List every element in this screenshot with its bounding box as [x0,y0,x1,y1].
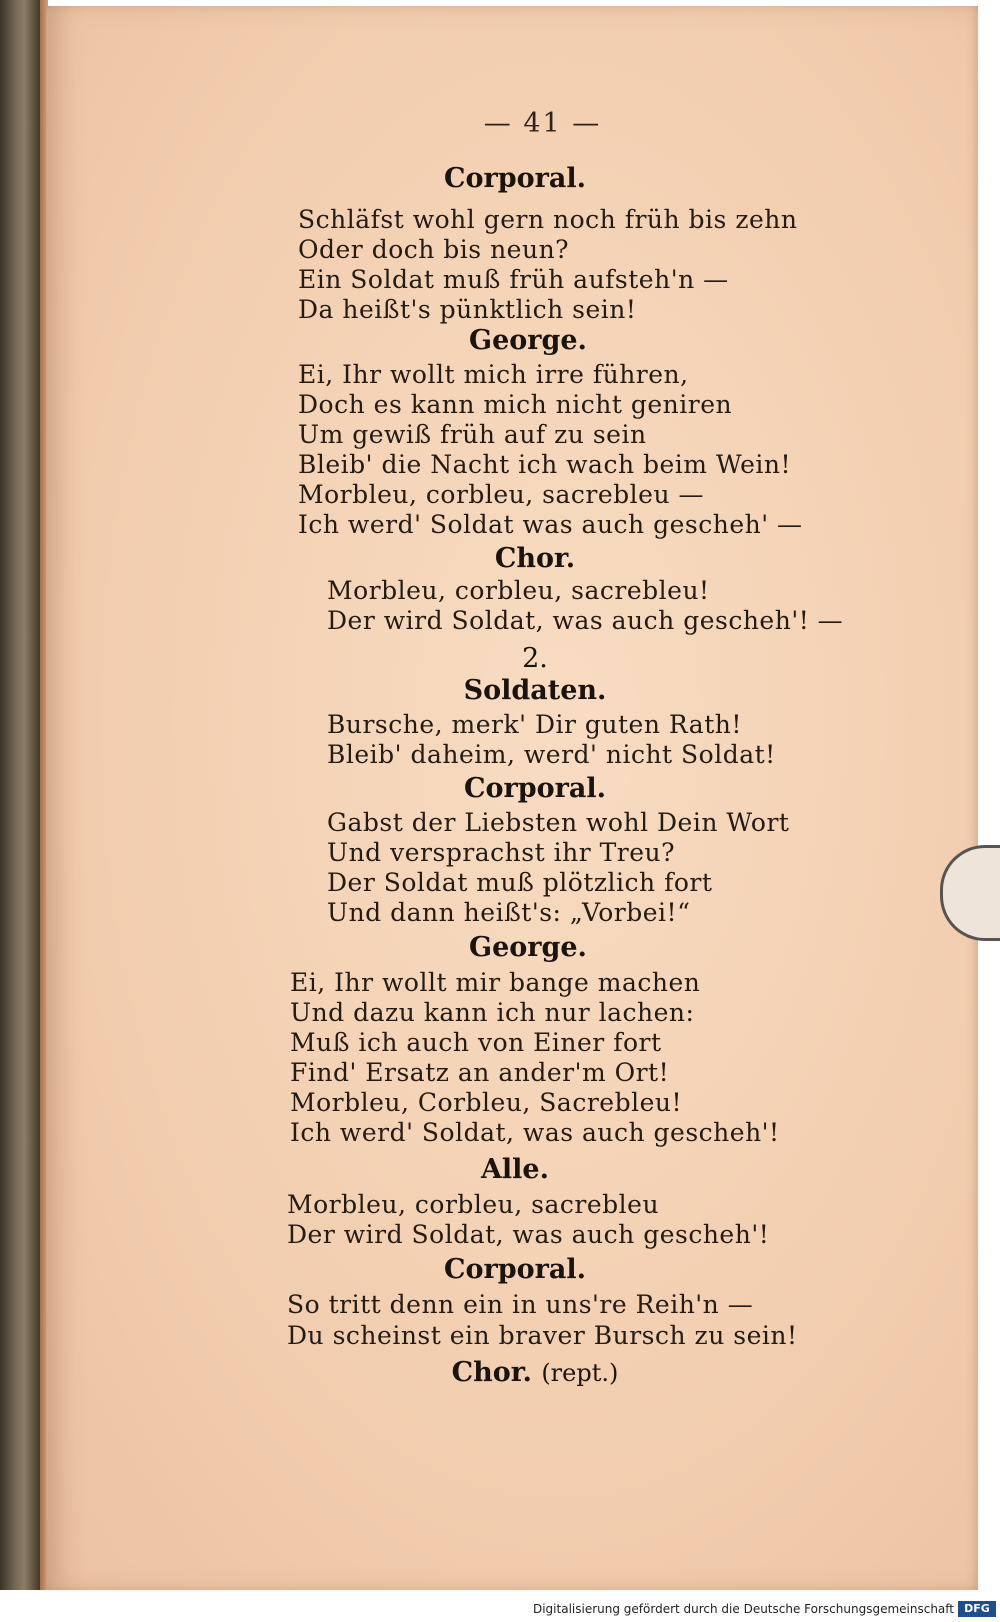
verse-line: Der Soldat muß plötzlich fort [327,868,713,897]
verse-line: Morbleu, corbleu, sacrebleu — [298,480,705,509]
verse-line: Bleib' daheim, werd' nicht Soldat! [327,740,776,769]
repeat-note: (rept.) [541,1359,619,1387]
verse-line: Um gewiß früh auf zu sein [298,420,647,449]
footer-bar [0,1592,1000,1622]
book-spine [0,0,44,1590]
verse-line: Ei, Ihr wollt mich irre führen, [298,360,689,389]
speaker-name: Chor. [451,1357,532,1388]
speaker-heading: Corporal. [444,1254,586,1285]
verse-line: Bleib' die Nacht ich wach beim Wein! [298,450,792,479]
verse-line: Du scheinst ein braver Bursch zu sein! [287,1321,798,1350]
verse-line: Gabst der Liebsten wohl Dein Wort [327,808,790,837]
verse-line: Ei, Ihr wollt mir bange machen [290,968,701,997]
speaker-heading: Corporal. [464,773,606,804]
verse-line: Bursche, merk' Dir guten Rath! [327,710,742,739]
verse-line: Da heißt's pünktlich sein! [298,295,637,324]
speaker-heading: Corporal. [444,163,586,194]
speaker-heading: George. [469,325,587,356]
verse-line: Doch es kann mich nicht geniren [298,390,733,419]
verse-line: Morbleu, corbleu, sacrebleu! [327,576,710,605]
speaker-heading [335,1357,735,1388]
verse-line: Find' Ersatz an ander'm Ort! [290,1058,670,1087]
verse-line: Schläfst wohl gern noch früh bis zehn [298,205,798,234]
speaker-heading: George. [469,932,587,963]
verse-line: Muß ich auch von Einer fort [290,1028,662,1057]
section-number: 2. [522,643,548,674]
speaker-heading: Alle. [480,1154,550,1185]
verse-line: Der wird Soldat, was auch gescheh'! — [327,606,844,635]
speaker-heading: Chor. [494,543,576,574]
funding-credit: Digitalisierung gefördert durch die Deutsche Forschungsgemeinschaft [532,1602,954,1616]
speaker-heading: Soldaten. [463,675,607,706]
verse-line: Ich werd' Soldat was auch gescheh' — [298,510,803,539]
verse-line: Morbleu, corbleu, sacrebleu [287,1190,660,1219]
dfg-logo: DFG [958,1601,996,1617]
verse-line: Ich werd' Soldat, was auch gescheh'! [290,1118,780,1147]
verse-line: Ein Soldat muß früh aufsteh'n — [298,265,729,294]
verse-line: Und versprachst ihr Treu? [327,838,676,867]
verse-line: Oder doch bis neun? [298,235,570,264]
verse-line: Morbleu, Corbleu, Sacrebleu! [290,1088,683,1117]
verse-line: Und dann heißt's: „Vorbei!“ [327,898,691,927]
verse-line: Der wird Soldat, was auch gescheh'! [287,1220,770,1249]
verse-line: Und dazu kann ich nur lachen: [290,998,695,1027]
verse-line: So tritt denn ein in uns're Reih'n — [287,1290,754,1319]
page-number: — 41 — [483,108,602,139]
